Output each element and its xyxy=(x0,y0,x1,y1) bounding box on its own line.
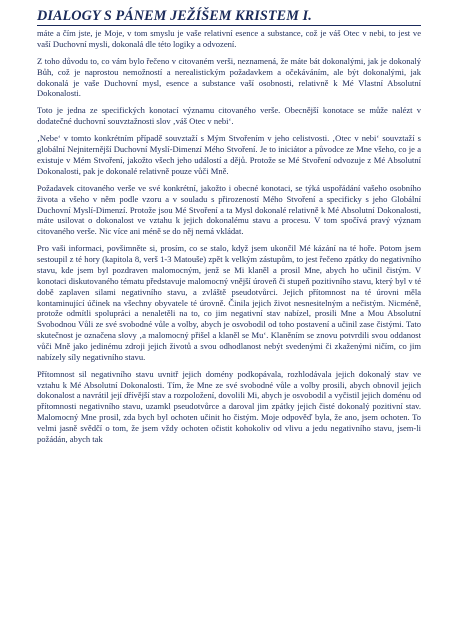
body-text xyxy=(37,28,421,451)
paragraph: Pro vaši informaci, povšimněte si, prosím, co se stalo, když jsem ukončil Mé kázání na té hoře. Potom jsem sestoupil z té hory (kapitola 8, verš 1-3 Matouše) zpět k velkým zástupům, to jest řečeno zpátky do negativního stavu, kde jsem byl pozdraven malomocným, jenž se Mi klaněl a prosil Mne, abych ho učinil čistým. V konotaci diskutovaného tématu představuje malomocný vnější úroveň či stupeň pozitivního stavu, který byl v té době zaplaven silami negativního stavu, a zvláště pseudotvůrci. Jejich přítomnost na té úrovni měla kontaminující účinek na všechny obyvatele té úrovně. Činila jejich život nesnesitelným a nečistým. Nicméně, protože odmítli spolupráci a nenaletěli na to, co jim negativní stav nabízel, prosili Mne a Mou Absolutní Svobodnou Vůli ze své svobodné vůle a volby, abych je osvobodil od toho postavení a učinil zase čistými. Tato skutečnost je označena slovy ‚a malomocný přišel a klaněl se Mu‘. Klaněním se znovu potvrdili svou oddanost vůči Mně jako jedinému zdroji jejich životů a svou odhodlanost nebýt svedenými či zkaženými ničím, co jim nabízely síly negativního stavu. xyxy=(37,243,421,362)
paragraph: máte a čím jste, je Moje, v tom smyslu je vaše relativní esence a substance, což je váš Otec v nebi, to jest ve vaší Duchovní mysli, dokonalá dle této logiky a odvození. xyxy=(37,28,421,49)
page-title: DIALOGY S PÁNEM JEŽÍŠEM KRISTEM I. xyxy=(37,8,312,24)
paragraph: Z toho důvodu to, co vám bylo řečeno v citovaném verši, neznamená, že máte bát dokonalými, jak je dokonalý Bůh, což je naprostou nemožností a nerealistickým požadavkem a očekáváním, ale být dokonalými, jak dokonalá je vaše Duchovní mysl, esence a substance vaší osobnosti, relativně k Mé Vlastní Absolutní Dokonalosti. xyxy=(37,55,421,99)
paragraph: Toto je jedna ze specifických konotací významu citovaného verše. Obecnější konotace se může nalézt v dodatečné duchovní souvztažnosti slov ‚váš Otec v nebi‘. xyxy=(37,105,421,127)
page-header xyxy=(37,8,421,26)
header-divider xyxy=(37,25,421,26)
paragraph: ‚Nebe‘ v tomto konkrétním případě souvztaží s Mým Stvořením v jeho celistvosti. ‚Otec v nebi‘ souvztaží s globální Nejniternější Duchovní Myslí-Dimenzí Mého Stvoření. Je to iniciátor a původce ze Mne všeho, co je a existuje v Mém Stvoření, jakožto všech jeho událostí a dějů. Protože se Mé Stvoření odvozuje z Mé Absolutní Dokonalosti, pak je dokonalé relativně pouze vůči Mně. xyxy=(37,133,421,176)
paragraph: Přítomnost sil negativního stavu uvnitř jejich domény podkopávala, rozhlodávala jejich dokonalý stav ve vztahu k Mé Absolutní Dokonalosti. Tím, že Mne ze své svobodné vůle a volby prosili, abych obnovil jejich dokonalost a navrátil její dřívější stav a rozpoložení, dovolili Mi, abych je osvobodil a vyčistil jejich doménu od přítomnosti negativního stavu, uzamkl pseudotvůrce a daroval jim zpátky jejich čisté dokonalý pozitivní stav. Malomocný Mne prosil, zda bych byl ochoten učinit ho čistým. Moje odpověď byla, že ano, jsem ochoten. To velmi jasně svědčí o tom, že jsem vždy ochoten očistit kohokoliv od vlivu a jedu negativního stavu, jsem-li požádán, abych tak xyxy=(37,368,421,444)
paragraph: Požadavek citovaného verše ve své konkrétní, jakožto i obecné konotaci, se týká uspořádání vašeho osobního života a všeho v něm podle vzoru a v souladu s přirozeností Mého Stvoření a specificky s jeho Globální Duchovní Myslí-Dimenzí. Protože jsou Mé Stvoření a ta Mysl dokonalé relativně k Mé Absolutní Dokonalosti, máte usilovat o dokonalost ve vztahu k jejich dokonalému stavu a procesu. V tom spočívá pravý význam citovaného verše. Nic více ani méně se do něj nemá vkládat. xyxy=(37,182,421,237)
